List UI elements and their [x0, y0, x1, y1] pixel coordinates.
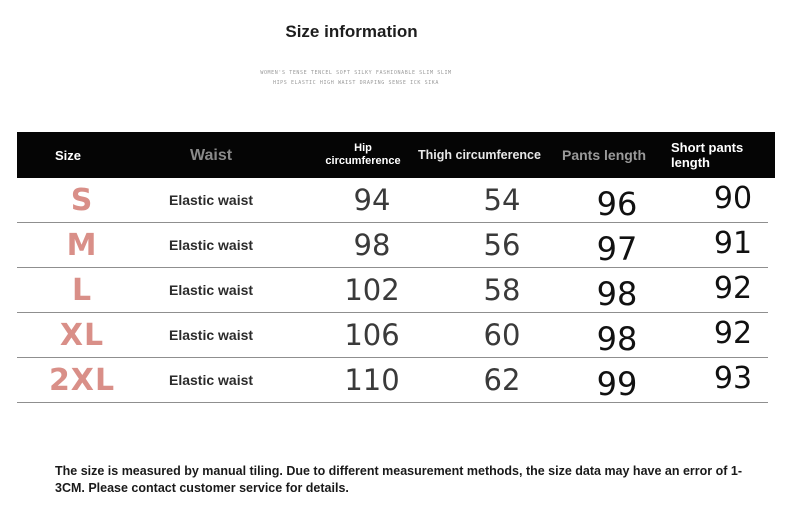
table-body [17, 178, 775, 403]
table-row [17, 178, 768, 223]
thigh-value: 58 [483, 273, 521, 307]
thigh-value: 62 [483, 363, 521, 397]
thigh-value: 60 [483, 318, 521, 352]
short-pants-length-value: 92 [713, 315, 753, 351]
header-hip: Hip circumference [325, 142, 401, 167]
page-title: Size information [285, 22, 418, 41]
pants-length-value: 99 [596, 365, 638, 403]
waist-value: Elastic waist [169, 372, 254, 388]
subtitle-line: HIPS ELASTIC HIGH WAIST DRAPING SENSE ICK SIKA [272, 80, 440, 86]
size-label: L [71, 272, 93, 308]
header-thigh: Thigh circumference [418, 147, 541, 162]
header-waist: Waist [190, 146, 233, 164]
waist-value: Elastic waist [169, 327, 254, 343]
size-label: M [66, 227, 98, 263]
pants-length-value: 98 [596, 275, 638, 313]
short-pants-length-value: 92 [713, 270, 753, 306]
size-label: S [70, 182, 94, 218]
size-table [17, 132, 775, 403]
waist-value: Elastic waist [169, 237, 254, 253]
subtitle-line: WOMEN'S TENSE TENCEL SOFT SILKY FASHIONABLE SLIM SLIM [260, 70, 452, 76]
header-short-pants-length: Short pants length [671, 140, 744, 170]
table-header [17, 132, 775, 178]
thigh-value: 54 [483, 183, 521, 217]
hip-value: 102 [344, 273, 400, 307]
short-pants-length-value: 93 [713, 360, 753, 396]
table-row [17, 223, 768, 268]
header-size: Size [55, 147, 82, 163]
size-label: 2XL [48, 362, 116, 398]
pants-length-value: 97 [596, 230, 638, 268]
subtitle [0, 68, 712, 88]
hip-value: 98 [353, 228, 391, 262]
waist-value: Elastic waist [169, 282, 254, 298]
size-label: XL [59, 317, 105, 353]
pants-length-value: 96 [596, 185, 638, 223]
hip-value: 110 [344, 363, 400, 397]
table-row [17, 358, 768, 403]
waist-value: Elastic waist [169, 192, 254, 208]
table-row [17, 268, 768, 313]
table-row [17, 313, 768, 358]
short-pants-length-value: 90 [713, 180, 753, 216]
header-pants-length: Pants length [562, 146, 647, 163]
hip-value: 94 [353, 183, 391, 217]
short-pants-length-value: 91 [713, 225, 753, 261]
thigh-value: 56 [483, 228, 521, 262]
size-note: The size is measured by manual tiling. Due to different measurement methods, the size data may have an error of 1-3CM. Please contact customer service for details. [55, 464, 742, 495]
pants-length-value: 98 [596, 320, 638, 358]
hip-value: 106 [344, 318, 400, 352]
